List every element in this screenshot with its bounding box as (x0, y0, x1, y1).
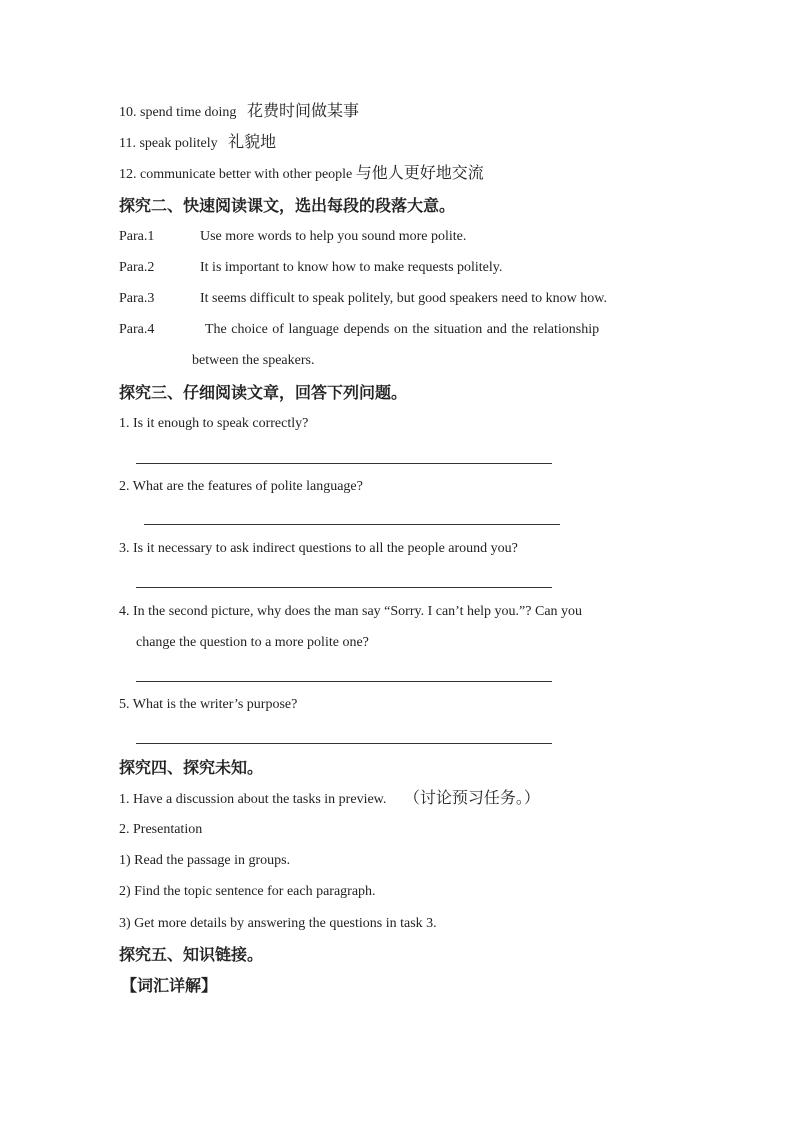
task-item-5: 3) Get more details by answering the questions in task 3. (119, 916, 437, 931)
section3-heading: 探究三、仔细阅读文章，回答下列问题。 (119, 383, 408, 402)
para-label: Para.4 (119, 322, 155, 337)
section4-heading: 探究四、探究未知。 (119, 758, 264, 777)
answer-line-2[interactable] (144, 524, 560, 525)
question-1: 1. Is it enough to speak correctly? (119, 416, 309, 431)
task-item-4: 2) Find the topic sentence for each paragraph. (119, 884, 376, 899)
para-text-continued: between the speakers. (192, 353, 315, 368)
phrase-10 (119, 103, 359, 122)
phrase-en: 11. speak politely (119, 136, 218, 151)
phrase-en: 12. communicate better with other people (119, 167, 353, 182)
task-item-3: 1) Read the passage in groups. (119, 853, 291, 868)
para-label: Para.1 (119, 229, 155, 244)
phrase-11 (119, 134, 276, 153)
phrase-zh: 与他人更好地交流 (355, 165, 484, 182)
answer-line-4[interactable] (136, 681, 552, 682)
para-text: Use more words to help you sound more polite. (200, 229, 467, 244)
question-5: 5. What is the writer’s purpose? (119, 697, 298, 712)
para-text: It seems difficult to speak politely, but good speakers need to know how. (200, 291, 607, 306)
question-2: 2. What are the features of polite language? (119, 479, 363, 494)
phrase-en: 10. spend time doing (119, 105, 237, 120)
question-3: 3. Is it necessary to ask indirect questions to all the people around you? (119, 541, 518, 556)
answer-line-5[interactable] (136, 743, 552, 744)
phrase-12 (119, 165, 484, 184)
section2-heading: 探究二、快速阅读课文，选出每段的段落大意。 (119, 196, 456, 215)
vocab-subheading: 【词汇详解】 (121, 976, 218, 995)
task-item-1 (119, 790, 540, 809)
section5-heading: 探究五、知识链接。 (119, 945, 264, 964)
phrase-zh: 花费时间做某事 (246, 103, 359, 120)
phrase-zh: 礼貌地 (228, 134, 277, 151)
question-4: 4. In the second picture, why does the man say “Sorry. I can’t help you.”? Can you (119, 604, 583, 619)
para-text: It is important to know how to make requests politely. (200, 260, 503, 275)
task-text-zh: （讨论预习任务。） (403, 790, 540, 807)
answer-line-3[interactable] (136, 587, 552, 588)
question-4-continued: change the question to a more polite one? (136, 635, 369, 650)
task-text: 1. Have a discussion about the tasks in preview. (119, 792, 387, 807)
para-label: Para.3 (119, 291, 155, 306)
task-item-2: 2. Presentation (119, 822, 203, 837)
answer-line-1[interactable] (136, 463, 552, 464)
para-label: Para.2 (119, 260, 155, 275)
para-text: The choice of language depends on the situation and the relationship (205, 322, 600, 337)
